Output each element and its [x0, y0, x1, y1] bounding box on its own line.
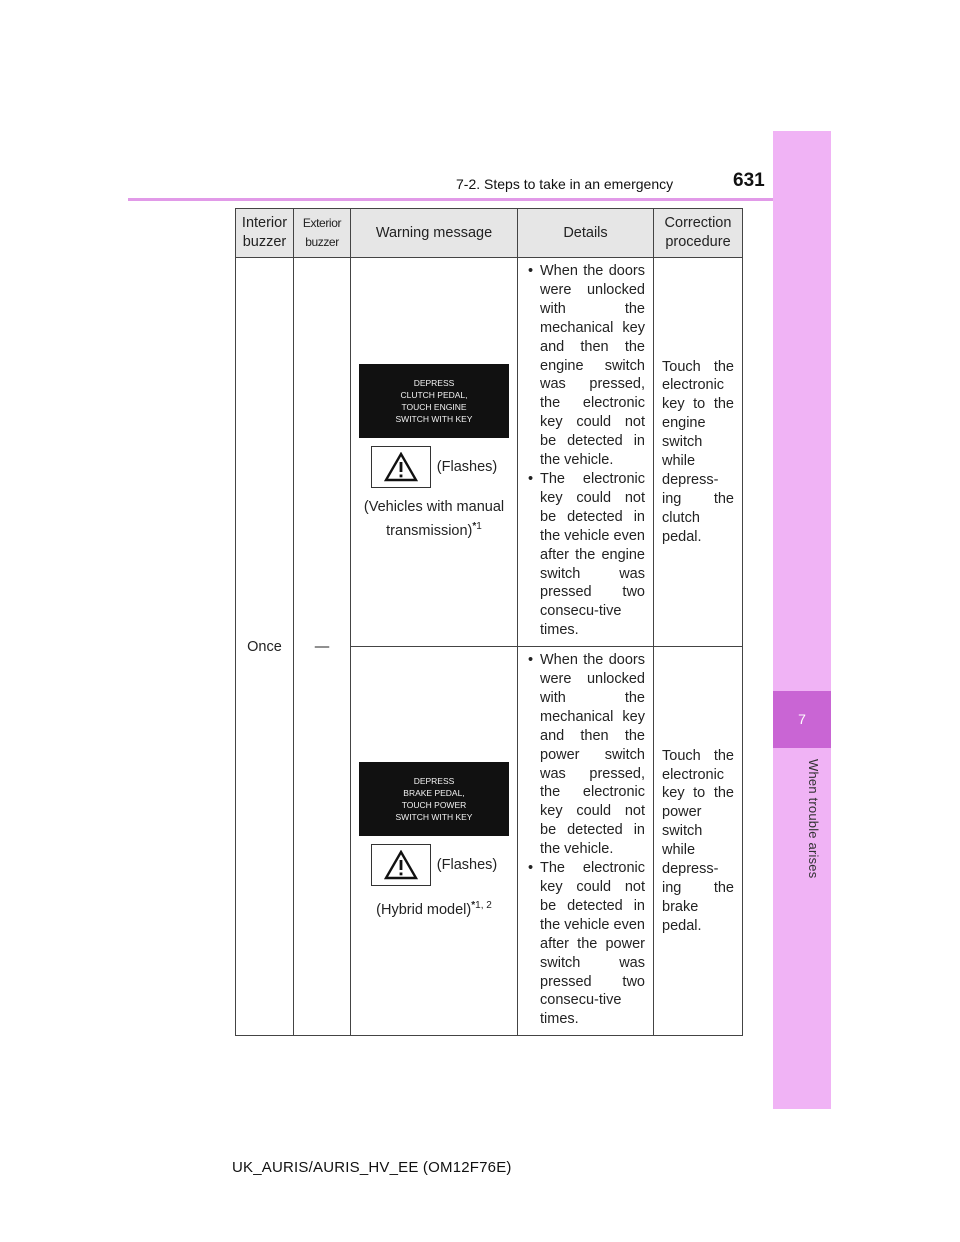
applicability-note: (Vehicles with manual transmission)$^{*1}$ — [363, 498, 505, 539]
flash-indicator-text: (Flashes) — [436, 857, 498, 874]
warning-table — [235, 208, 743, 1036]
warning-message-cell — [351, 258, 518, 647]
flash-indicator-text: (Flashes) — [436, 458, 498, 475]
lcd-warning-display: DEPRESS CLUTCH PEDAL, TOUCH ENGINE SWITCH WITH KEY — [359, 364, 509, 438]
header-exterior-buzzer: Exterior buzzer — [294, 209, 351, 258]
details-item: • When the doors were unlocked with the mechanical key and then the engine switch was pressed, the electronic key could not be detected in the vehicle. — [526, 262, 645, 470]
interior-buzzer-value: Once — [236, 258, 294, 1036]
warning-triangle-icon — [371, 844, 431, 886]
details-cell — [518, 258, 654, 647]
details-item: • The electronic key could not be detected in the vehicle even after the engine switch was pressed two consecu-tive times. — [526, 470, 645, 640]
details-item: • When the doors were unlocked with the mechanical key and then the power switch was pressed, the electronic key could not be detected in the vehicle. — [526, 651, 645, 859]
chapter-title: When trouble arises — [806, 759, 821, 879]
details-cell — [518, 647, 654, 1036]
correction-text: Touch the electronic key to the power switch while depress-ing the brake pedal. — [662, 747, 734, 934]
table-header-row — [236, 209, 743, 258]
exterior-buzzer-value: — — [294, 258, 351, 1036]
correction-cell — [654, 258, 743, 647]
section-title: 7-2. Steps to take in an emergency — [456, 176, 674, 192]
warning-message-cell — [351, 647, 518, 1036]
chapter-side-tab — [773, 131, 831, 1109]
header-details: Details — [518, 209, 654, 258]
applicability-note: (Hybrid model)$^{*1, 2}$ — [376, 900, 492, 919]
lcd-warning-display: DEPRESS BRAKE PEDAL, TOUCH POWER SWITCH WITH KEY — [359, 762, 509, 836]
header-interior-buzzer: Interior buzzer — [236, 209, 294, 258]
page-number: 631 — [733, 170, 765, 191]
correction-cell — [654, 647, 743, 1036]
table-row — [236, 258, 743, 647]
details-item: • The electronic key could not be detected in the vehicle even after the power switch was pressed two consecu-tive times. — [526, 859, 645, 1029]
correction-text: Touch the electronic key to the engine switch while depress-ing the clutch pedal. — [662, 358, 734, 545]
warning-triangle-icon — [371, 446, 431, 488]
chapter-number: 7 — [773, 691, 831, 748]
document-code: UK_AURIS/AURIS_HV_EE (OM12F76E) — [232, 1159, 512, 1176]
header-divider — [128, 198, 831, 201]
header-warning-message: Warning message — [351, 209, 518, 258]
header-correction: Correction procedure — [654, 209, 743, 258]
